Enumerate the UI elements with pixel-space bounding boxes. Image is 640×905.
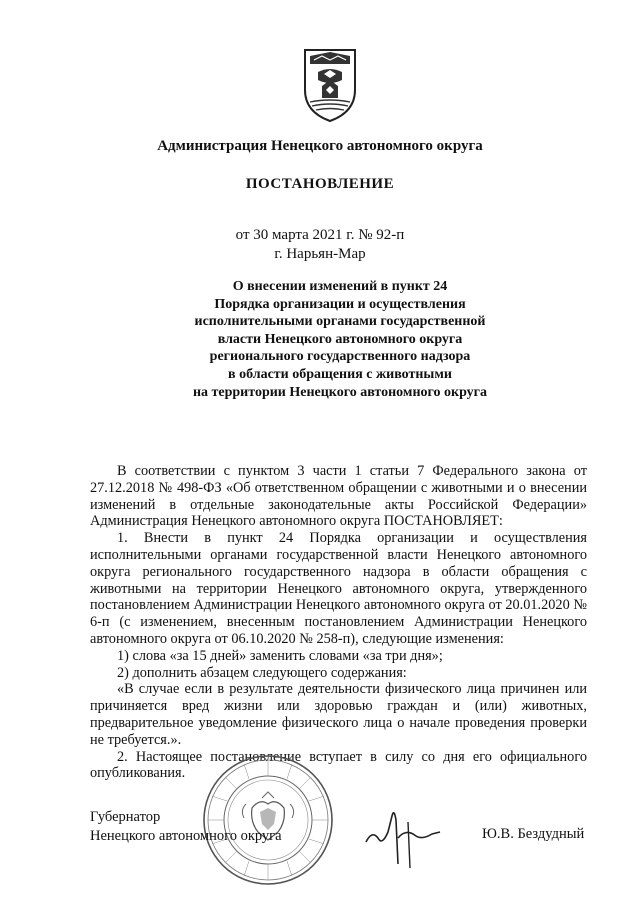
subject-line: Порядка организации и осуществления [214,296,466,312]
signatory-title [90,808,282,845]
signatory-title-line-2: Ненецкого автономного округа [90,827,282,844]
document-subject [140,278,540,401]
date-and-place [0,226,640,264]
subitem-1-paragraph: 1) слова «за 15 дней» заменить словами «за три дня»; [117,647,443,664]
signatory-title-line-1: Губернатор [90,809,161,825]
subject-line: исполнительными органами государственной [194,314,486,330]
preamble-paragraph: В соответствии с пунктом 3 части 1 статьи 7 Федерального закона от 27.12.2018 № 498-ФЗ «Об ответственном обращении с животными и о внесении изменений в отдельные законодательные акты Российской Федерации» Администрация Ненецкого автономного округа ПОСТАНОВЛЯЕТ: [90,463,587,530]
document-body [90,463,587,782]
city: г. Нарьян-Мар [274,246,366,262]
subject-line: власти Ненецкого автономного округа [217,331,463,347]
subject-line: регионального государственного надзора [209,349,471,365]
quote-paragraph: «В случае если в результате деятельности физического лица причинен или причиняется вред жизни или здоровью граждан и (или) животных, предварительное уведомление физического лица о начале проведения проверки не требуется.». [90,681,587,748]
date-number: от 30 марта 2021 г. № 92-п [235,227,405,243]
subject-line: в области обращения с животными [228,366,452,382]
signatory-name: Ю.В. Бездудный [482,826,585,842]
document-type-heading: ПОСТАНОВЛЕНИЕ [245,176,395,192]
handwritten-signature [362,802,444,872]
organization-heading: Администрация Ненецкого автономного округа [157,138,483,154]
subitem-2-paragraph: 2) дополнить абзацем следующего содержания: [117,664,407,681]
subject-line: на территории Ненецкого автономного округа [192,384,488,400]
item-1-paragraph: 1. Внести в пункт 24 Порядка организации и осуществления исполнительными органами государственной власти Ненецкого автономного округа регионального государственного надзора в области обращения с животными на территории Ненецкого автономного округа, утвержденного постановлением Администрации Ненецкого автономного округа от 20.01.2020 № 6-п (с изменением, внесенным постановлением Администрации Ненецкого автономного округа от 06.10.2020 № 258-п), следующие изменения: [90,530,587,647]
subject-line: О внесении изменений в пункт 24 [232,279,448,294]
coat-of-arms-emblem [300,46,360,124]
item-2-paragraph: 2. Настоящее постановление вступает в силу со дня его официального опубликования. [90,748,587,782]
